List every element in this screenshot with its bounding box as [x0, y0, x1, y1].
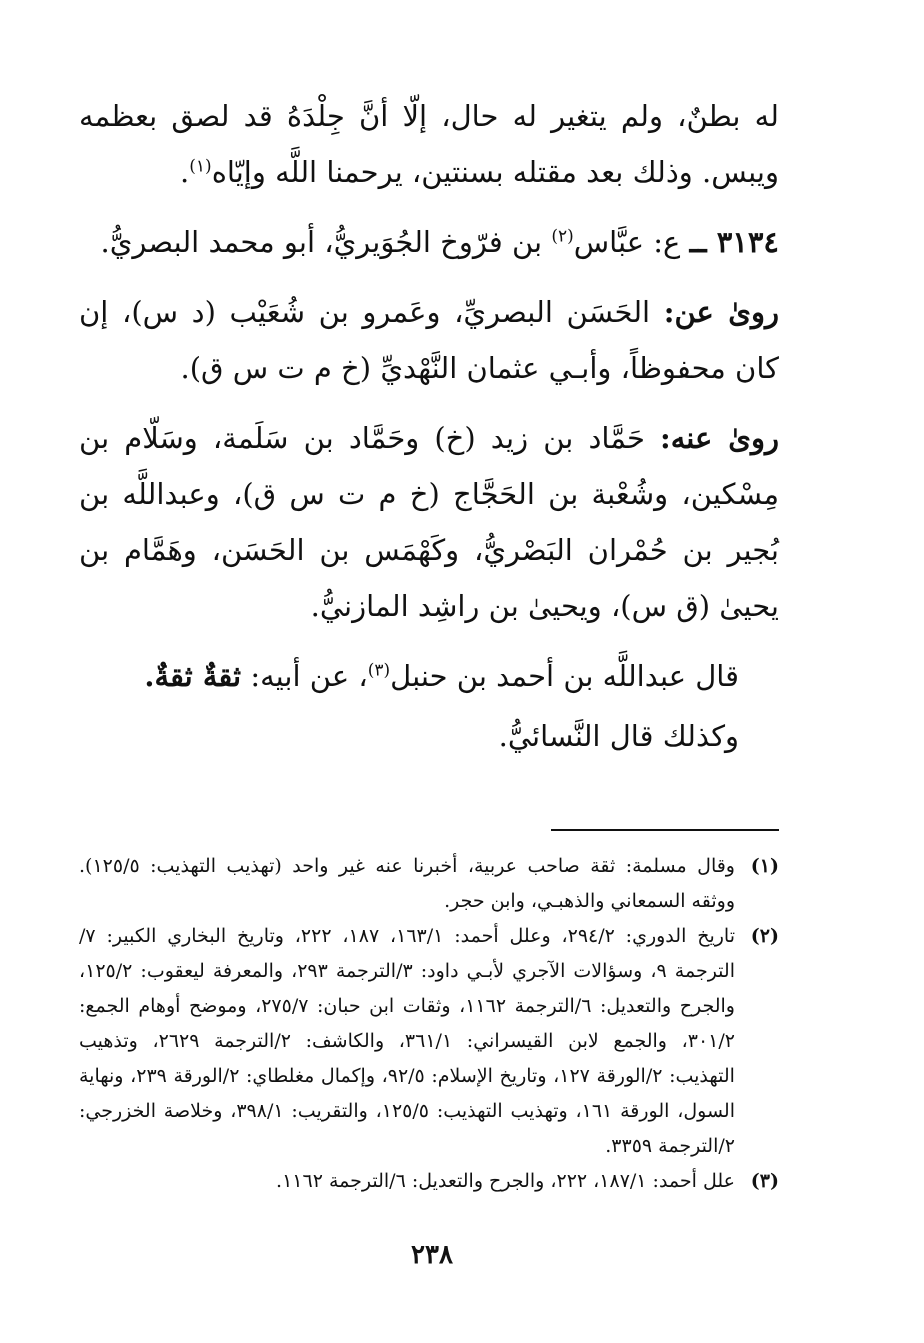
entry-number: ٣١٣٤ ــ: [689, 225, 779, 259]
footnote: [79, 849, 779, 919]
footnote: [79, 1164, 779, 1199]
footnote-number: (١): [750, 855, 779, 877]
entry-sigla-name: ع: عبَّاس: [573, 225, 681, 259]
page-number-text: ٢٣٨: [411, 1240, 453, 1270]
footnote: [79, 919, 779, 1164]
footnote-text: تاريخ الدوري: ٢٩٤/٢، وعلل أحمد: ١٦٣/١، ١٨٧، ٢٢٢، وتاريخ البخاري الكبير: ٧/الترجمة ٩، وسؤالات الآجري لأبـي داود: ٣/الترجمة ٢٩٣، والمعرفة ليعقوب: ١٢٥/٢، والجرح والتعديل: ٦/الترجمة ١١٦٢، وثقات ابن حبان: ٢٧٥/٧، وموضح أوهام الجمع: ٣٠١/٢، والجمع لابن القيسراني: ٣٦١/١، والكاشف: ٢/الترجمة ٢٦٢٩، وتذهيب التهذيب: ٢/الورقة ١٢٧، وتاريخ الإسلام: ٩٢/٥، وإكمال مغلطاي: ٢/الورقة ٢٣٩، ونهاية السول، الورقة ١٦١، وتهذيب التهذيب: ١٢٥/٥، والتقريب: ٣٩٨/١، وخلاصة الخزرجي: ٢/الترجمة ٣٣٥٩.: [79, 925, 735, 1157]
paragraph-continuation: [79, 88, 779, 200]
entry-name-rest: بن فرّوخ الجُوَيريُّ، أبو محمد البصريُّ.: [100, 225, 543, 259]
footnote-ref: (١): [189, 156, 212, 177]
footnotes: [79, 849, 779, 1199]
quote-verdict: ثقةٌ ثقةٌ.: [144, 659, 242, 693]
paragraph-end: .: [180, 155, 190, 189]
footnote-ref: (٢): [551, 226, 574, 247]
narrated-from-text: الحَسَن البصريِّ، وعَمرو بن شُعَيْب (د س)، إن كان محفوظاً، وأبـي عثمان النَّهْديِّ (خ م ت س ق).: [79, 295, 779, 385]
paragraph-text: له بطنٌ، ولم يتغير له حال، إلّا أنَّ جِلْدَهُ قد لصق بعظمه ويبس. وذلك بعد مقتله بسنتين، يرحمنا اللَّه وإيّاه: [79, 99, 779, 189]
narrators-paragraph: [79, 410, 779, 634]
footnote-number: (٢): [750, 925, 779, 947]
quote-source: ، عن أبيه:: [250, 659, 368, 693]
quote-paragraph: [79, 648, 779, 704]
footnote-divider: [551, 829, 779, 831]
footnote-ref: (٣): [367, 660, 391, 681]
page-number: [0, 1240, 924, 1270]
quote-intro: قال عبداللَّه بن أحمد بن حنبل: [390, 659, 739, 693]
narrated-from-label: روىٰ عن:: [663, 295, 780, 329]
footnote-text: علل أحمد: ١٨٧/١، ٢٢٢، والجرح والتعديل: ٦/الترجمة ١١٦٢.: [276, 1170, 735, 1192]
narrated-from-paragraph: [79, 284, 779, 396]
footnote-text: وقال مسلمة: ثقة صاحب عربية، أخبرنا عنه غير واحد (تهذيب التهذيب: ١٢٥/٥). ووثقه السمعاني والذهبـي، وابن حجر.: [79, 855, 735, 912]
main-text: [79, 88, 779, 768]
quote-text: وكذلك قال النَّسائيُّ.: [498, 719, 739, 753]
quote-paragraph-2: [79, 708, 779, 764]
entry-heading: [79, 214, 779, 270]
narrators-text: حَمَّاد بن زيد (خ) وحَمَّاد بن سَلَمة، وسَلّام بن مِسْكين، وشُعْبة بن الحَجَّاج (خ م ت س ق)، وعبداللَّه بن بُجير بن حُمْران البَصْريُّ، وكَهْمَس بن الحَسَن، وهَمَّام بن يحيىٰ (ق س)، ويحيىٰ بن راشِد المازنيُّ.: [79, 421, 779, 623]
narrators-label: روىٰ عنه:: [660, 421, 780, 455]
footnote-number: (٣): [750, 1170, 779, 1192]
